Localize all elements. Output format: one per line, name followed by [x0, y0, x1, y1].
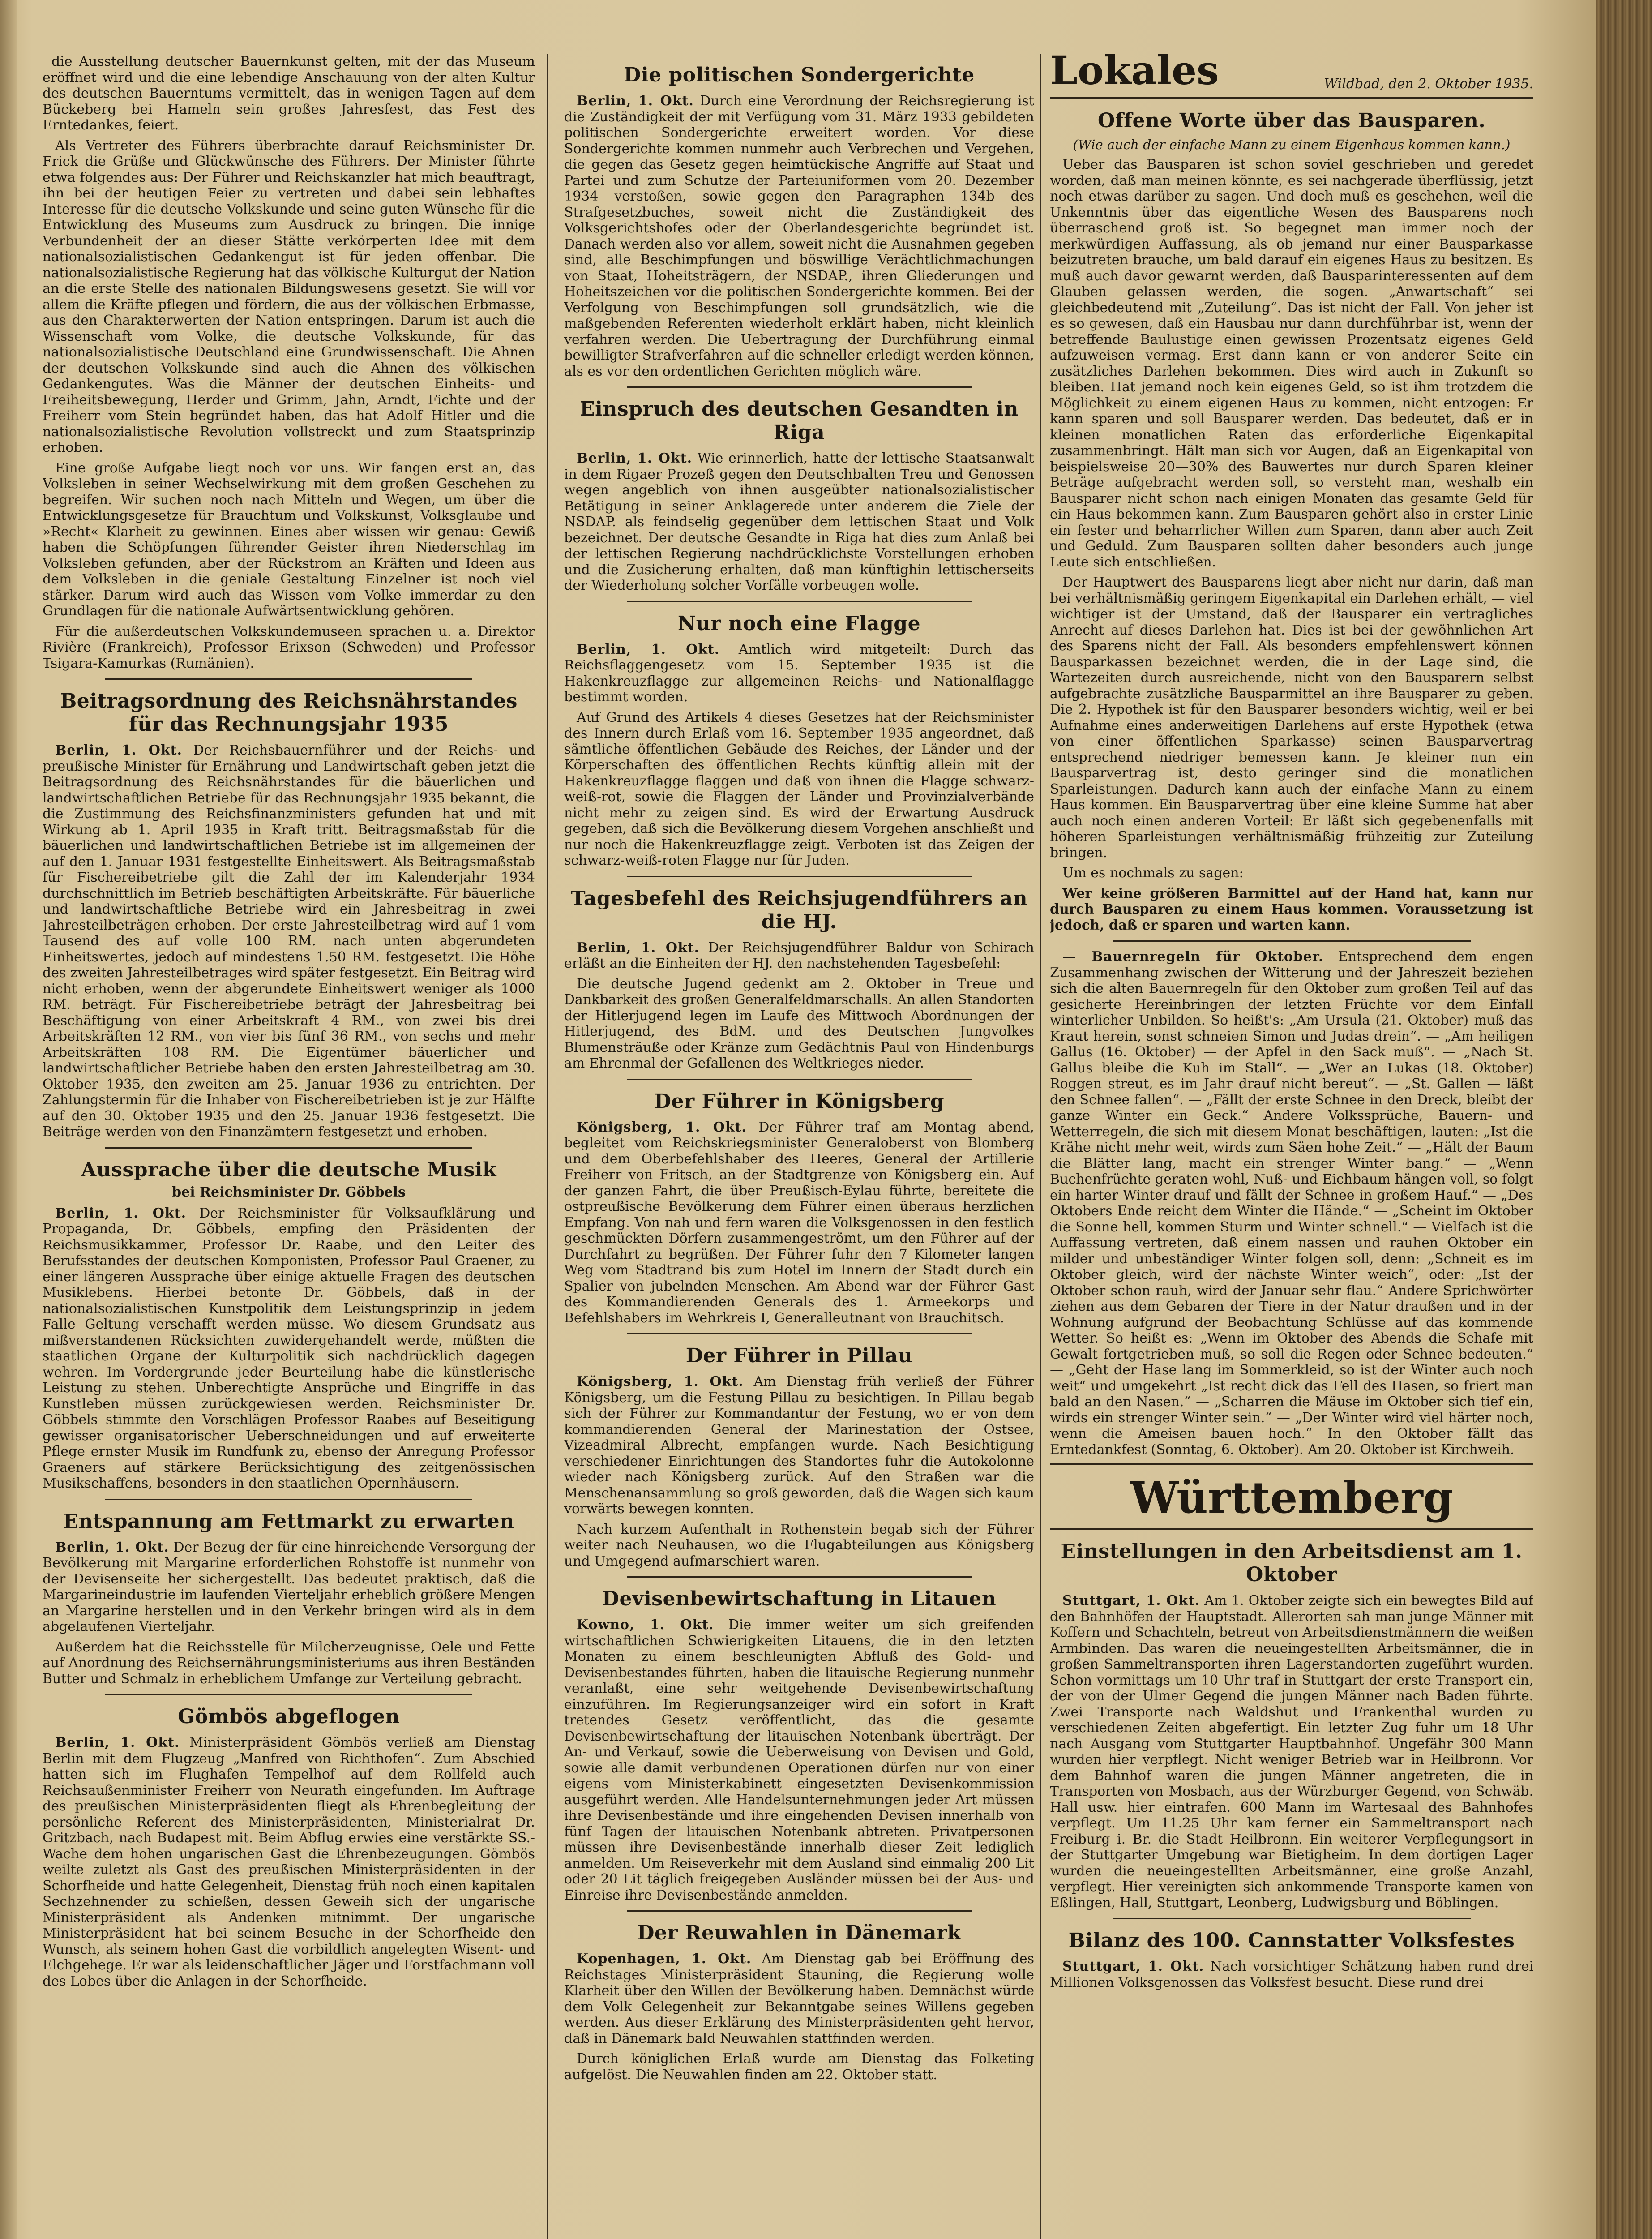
article-paragraph: Die deutsche Jugend gedenkt am 2. Oktober in Treue und Dankbarkeit des großen Generalfeldmarschalls. An allen Standorten der Hitlerjugend legen im Laufe des Mittwoch Abordnungen der Hitlerjugend, des BdM. und des Deutschen Jungvolkes Blumensträuße oder Kränze zum Gedächtnis Paul von Hindenburgs am Ehrenmal der Gefallenen des Weltkrieges nieder. — [564, 976, 1034, 1071]
column-3 — [1050, 54, 1533, 2239]
article-paragraph: Der Hauptwert des Bausparens liegt aber nicht nur darin, daß man bei verhältnismäßig geringem Eigenkapital ein Darlehen erhält, — viel wichtiger ist der Umstand, daß der Bausparer ein vertragliches Anrecht auf dieses Darlehen hat. Dies ist bei der gewöhnlichen Art des Sparens nicht der Fall. Als besonders empfehlenswert können Bausparkassen bezeichnet werden, die in der Lage sind, die Wartezeiten durch ausreichende, nicht von den Bausparern selbst aufgebrachte zusätzliche Bausparmittel an ihre Bausparer zu geben. Die 2. Hypothek ist für den Bausparer besonders wichtig, weil er bei Aufnahme eines anderweitigen Darlehens auf erste Hypothek (etwa von einer öffentlichen Sparkasse) seinen Bausparvertrag entsprechend niedriger bemessen kann. Je kleiner nun ein Bausparvertrag ist, desto geringer sind die monatlichen Sparleistungen. Dadurch kann auch der einfache Mann zu einem Haus kommen. Ein Bausparvertrag über eine kleine Summe hat aber auch noch einen anderen Vorteil: Er läßt sich gegebenenfalls mit höheren Sparleistungen verhältnismäßig frühzeitig zur Zuteilung bringen. — [1050, 575, 1533, 861]
dateline: Königsberg, 1. Okt. — [577, 1374, 744, 1390]
dateline: Berlin, 1. Okt. — [577, 93, 694, 109]
article-headline: Gömbös abgeflogen — [178, 1705, 400, 1728]
article-separator — [627, 386, 972, 388]
dateline: Berlin, 1. Okt. — [55, 1735, 180, 1750]
dateline: Berlin, 1. Okt. — [577, 450, 693, 466]
dateline: Berlin, 1. Okt. — [577, 641, 720, 657]
column-rule-1 — [547, 54, 548, 2239]
place-date: Wildbad, den 2. Oktober 1935. — [1324, 76, 1533, 92]
article-headline: Entspannung am Fettmarkt zu erwarten — [63, 1510, 514, 1533]
intro-paragraph: Als Vertreter des Führers überbrachte darauf Reichsminister Dr. Frick die Grüße und Glückwünsche des Führers. Der Minister führte etwa folgendes aus: Der Führer und Reichskanzler hat mich beauftragt, ihn bei der heutigen Feier zu vertreten und dabei sein lebhaftes Interesse für die deutsche Volkskunde und seine guten Wünsche für die Entwicklung des Museums zum Ausdruck zu bringen. Die innige Verbundenheit der an dieser Stätte verkörperten Idee mit dem nationalsozialistischen Gedankengut ist für jeden offenbar. Die nationalsozialistische Regierung hat das völkische Kulturgut der Nation an die erste Stelle des nationalen Bildungswesens gesetzt. Sie will vor allem die Kräfte pflegen und fördern, die aus der völkischen Erbmasse, aus den Charakterwerten der Nation entspringen. Darum ist auch die Wissenschaft vom Volke, die deutsche Volkskunde, für das nationalsozialistische Deutschland eine Grundwissenschaft. Die Ahnen der deutschen Volkskunde sind auch die Ahnen des völkischen Gedankengutes. Was die Männer der deutschen Einheits- und Freiheitsbewegung, Herder und Grimm, Jahn, Arndt, Fichte und der Freiherr vom Stein begründet haben, das hat Adolf Hitler und die nationalsozialistische Revolution vollstreckt und zum Staatsprinzip erhoben. — [43, 137, 535, 455]
dateline: Stuttgart, 1. Okt. — [1062, 1959, 1204, 1974]
section-rule — [1050, 97, 1533, 99]
article-headline: Offene Worte über das Bausparen. — [1097, 109, 1486, 132]
section-rule — [1050, 1528, 1533, 1530]
book-spine — [1596, 0, 1652, 2239]
article-paragraph: Berlin, 1. Okt. Der Reichsbauernführer und der Reichs- und preußische Minister für Ernährung und Landwirtschaft geben jetzt die Beitragsordnung des Reichsnährstandes für die bäuerlichen und landwirtschaftlichen Betriebe für das Rechnungsjahr 1935 bekannt, die die Zustimmung des Reichsfinanzministers gefunden hat und mit Wirkung ab 1. April 1935 in Kraft tritt. Beitragsmaßstab für die bäuerlichen und landwirtschaftlichen Betriebe ist im allgemeinen der auf den 1. Januar 1931 festgestellte Einheitswert. Als Beitragsmaßstab für Fischereibetriebe gilt die Zahl der im Kalenderjahr 1934 durchschnittlich im Betrieb beschäftigten Arbeitskräfte. Für bäuerliche und landwirtschaftliche Betriebe wird ein Jahresbeitrag in zwei Jahresteilbeträgen erhoben. Der erste Jahresteilbetrag wird auf 1 vom Tausend des auf volle 100 RM. nach unten abgerundeten Einheitswertes, jedoch auf mindestens 1.50 RM. festgesetzt. Die Höhe des zweiten Jahresteilbetrages wird später festgesetzt. Ein Beitrag wird nicht erhoben, wenn der abgerundete Einheitswert weniger als 1000 RM. beträgt. Für Fischereibetriebe beträgt der Jahresbeitrag bei Beschäftigung von einer Arbeitskraft 4 RM., von zwei bis drei Arbeitskräften 12 RM., von vier bis fünf 36 RM., von sechs und mehr Arbeitskräften 108 RM. Die Eigentümer bäuerlicher und landwirtschaftlicher Betriebe haben den ersten Jahresteilbetrag am 30. Oktober 1935, den zweiten am 25. Januar 1936 zu entrichten. Der Zahlungstermin für die Inhaber von Fischereibetrieben ist je zur Hälfte auf den 30. Oktober 1935 und den 25. Januar 1936 festgesetzt. Die Beiträge werden von den Finanzämtern festgesetzt und erhoben. — [43, 742, 535, 1140]
article-headline: Einstellungen in den Arbeitsdienst am 1. Oktober — [1061, 1540, 1523, 1586]
dateline: Berlin, 1. Okt. — [55, 1205, 187, 1221]
article-headline: Nur noch eine Flagge — [677, 612, 921, 635]
article-paragraph: Durch königlichen Erlaß wurde am Dienstag das Folketing aufgelöst. Die Neuwahlen finden am 22. Oktober statt. — [564, 2051, 1034, 2083]
article-paragraph: Auf Grund des Artikels 4 dieses Gesetzes hat der Reichsminister des Innern durch Erlaß vom 16. September 1935 angeordnet, daß sämtliche öffentlichen Gebäude des Reiches, der Länder und der Körperschaften des öffentlichen Rechts künftig allein mit der Hakenkreuzflagge flaggen und daß von ihnen die Flagge schwarz-weiß-rot, sowie die Flaggen der Länder und Provinzialverbände nicht mehr zu zeigen sind. Es wird der Erwartung Ausdruck gegeben, daß sich die Bevölkerung diesem Vorgehen anschließt und nur noch die Hakenkreuzflagge zeigt. Verboten ist das Zeigen der schwarz-weiß-roten Flagge nur für Juden. — [564, 709, 1034, 868]
article-paragraph: Stuttgart, 1. Okt. Nach vorsichtiger Schätzung haben rund drei Millionen Volksgenossen das Volksfest besucht. Diese rund drei — [1050, 1959, 1533, 1990]
article-separator — [105, 1694, 472, 1695]
article-separator — [627, 1079, 972, 1080]
article-paragraph: Berlin, 1. Okt. Der Reichsjugendführer Baldur von Schirach erläßt an die Einheiten der HJ. den nachstehenden Tagesbefehl: — [564, 939, 1034, 971]
article-separator — [105, 1499, 472, 1500]
intro-paragraph: Für die außerdeutschen Volkskundemuseen sprachen u. a. Direktor Rivière (Frankreich), Professor Erixson (Schweden) und Professor Tsigara-Kamurkas (Rumänien). — [43, 623, 535, 671]
column-1 — [43, 54, 535, 2239]
article-paragraph: Stuttgart, 1. Okt. Am 1. Oktober zeigte sich ein bewegtes Bild auf den Bahnhöfen der Hauptstadt. Allerorten sah man junge Männer mit Koffern und Schachteln, betreut von Arbeitsdienstmännern die weißen Armbinden. Das waren die neueingestellten Arbeitsmänner, die in großen Sammeltransporten ihren Lagerstandorten zugeführt wurden. Schon vormittags um 10 Uhr traf in Stuttgart der erste Transport ein, der von der Ulmer Gegend die jungen Männer nach Baden führte. Zwei Transporte nach Waldshut und Frankenthal wurden zu verschiedenen Zeiten abgefertigt. Ein letzter Zug fuhr um 18 Uhr nach Ausgang vom Stuttgarter Hauptbahnhof. Ungefähr 300 Mann wurden hier verpflegt. Nicht weniger Betrieb war in Heilbronn. Vor dem Bahnhof waren die jungen Männer angetreten, die in Transporten von Mosbach, aus der Würzburger Gegend, von Schwäb. Hall usw. hier eintrafen. 600 Mann im Wartesaal des Bahnhofes verpflegt. Um 11.25 Uhr kam ferner ein Sammeltransport nach Freiburg i. Br. die Stadt Heilbronn. Ein weiterer Verpflegungsort in der Stuttgarter Umgebung war Bietigheim. In dem dortigen Lager wurden die neueingestellten Arbeitsmänner, eine große Anzahl, verpflegt. Hier vereinigten sich ankommende Transporte kamen von Eßlingen, Hall, Stuttgart, Leonberg, Ludwigsburg und Böblingen. — [1050, 1593, 1533, 1911]
article-bold-paragraph: Wer keine größeren Barmittel auf der Hand hat, kann nur durch Bausparen zu einem Haus kommen. Voraussetzung ist jedoch, daß er sparen und warten kann. — [1050, 885, 1533, 933]
article-headline: Einspruch des deutschen Gesandten in Riga — [580, 398, 1019, 444]
dateline: Berlin, 1. Okt. — [577, 939, 700, 956]
article-paragraph: Berlin, 1. Okt. Der Reichsminister für Volksaufklärung und Propaganda, Dr. Göbbels, empfing den Präsidenten der Reichsmusikkammer, Professor Dr. Raabe, und den Leiter des Berufsstandes der deutschen Komponisten, Professor Paul Graener, zu einer längeren Aussprache über einige aktuelle Fragen des deutschen Musiklebens. Hierbei betonte Dr. Göbbels, daß in der nationalsozialistischen Kunstpolitik dem Leistungsprinzip in jedem Falle Geltung verschafft werden müsse. Wo diesem Grundsatz aus mißverstandenen Rücksichten zuwidergehandelt werde, müßten die staatlichen Organe der Kulturpolitik sich nachdrücklich dagegen wehren. Im Vordergrunde jeder Beurteilung habe die künstlerische Leistung zu stehen. Unberechtigte Ansprüche und Eingriffe in das Kunstleben müssen zurückgewiesen werden. Reichsminister Dr. Göbbels stimmte den Vorschlägen Professor Raabes auf Beseitigung gewisser organisatorischer Ueberschneidungen und auf erweiterte Pflege ernster Musik im Rundfunk zu, ebenso der Anregung Professor Graeners auf stärkere Berücksichtigung des zeitgenössischen Musikschaffens, besonders in den staatlichen Opernhäusern. — [43, 1205, 535, 1491]
article-separator — [627, 876, 972, 877]
article-paragraph: Kowno, 1. Okt. Die immer weiter um sich greifenden wirtschaftlichen Schwierigkeiten Litauens, die in den letzten Monaten zu einem beschleunigten Abfluß des Gold- und Devisenbestandes führten, haben die litauische Regierung nunmehr veranlaßt, eine sehr weitgehende Devisenbewirtschaftung einzuführen. Im Regierungsanzeiger wird ein sofort in Kraft tretendes Gesetz veröffentlicht, das die gesamte Devisenbewirtschaftung der litauischen Notenbank überträgt. Der An- und Verkauf, sowie die Ueberweisung von Devisen und Gold, sowie alle damit verbundenen Operationen dürfen nur von einer eigens vom Ministerkabinett eingesetzten Devisenkommission ausgeführt werden. Alle Handelsunternehmungen jeder Art müssen ihre Devisenbestände und ihre eingehenden Devisen innerhalb von fünf Tagen der litauischen Notenbank abtreten. Privatpersonen müssen ihre Devisenbestände innerhalb dieser Zeit lediglich anmelden. Um Reiseverkehr mit dem Ausland sind einmalig 200 Lit oder 20 Lit täglich freigegeben Ausländer müssen bei der Aus- und Einreise ihre Devisenbestände anmelden. — [564, 1617, 1034, 1903]
article-paragraph: Berlin, 1. Okt. Durch eine Verordnung der Reichsregierung ist die Zuständigkeit der mit Verfügung vom 31. März 1933 gebildeten politischen Sondergerichte erweitert worden. Vor diese Sondergerichte kommen nunmehr auch Verbrechen und Vergehen, die gegen das Gesetz gegen heimtückische Angriffe auf Staat und Partei und zum Schutze der Parteiuniformen vom 20. Dezember 1934 verstoßen, sowie gegen den Paragraphen 134b des Strafgesetzbuches, soweit nicht die Zuständigkeit des Volksgerichtshofes oder der Oberlandesgerichte begründet ist. Danach werden also vor allem, soweit nicht die Ausnahmen gegeben sind, alle Beschimpfungen und böswillige Verächtlichmachungen von Staat, Hoheitsträgern, der NSDAP., ihren Gliederungen und Hoheitszeichen vor die politischen Sondergerichte kommen. Bei der Verfolgung von Beschimpfungen soll grundsätzlich, wie die maßgebenden Referenten wiederholt erklärt haben, nicht kleinlich verfahren werden. Die Uebertragung der Durchführung einmal bewilligter Strafverfahren auf die schneller erledigt werden können, als es vor den ordentlichen Gerichten möglich wäre. — [564, 93, 1034, 379]
section-title-lokales: Lokales — [1050, 54, 1219, 94]
article-headline: Der Führer in Pillau — [685, 1344, 913, 1367]
article-headline: Aussprache über die deutsche Musik — [81, 1158, 496, 1181]
article-subheadline: (Wie auch der einfache Mann zu einem Eigenhaus kommen kann.) — [1073, 137, 1511, 152]
article-paragraph: Außerdem hat die Reichsstelle für Milcherzeugnisse, Oele und Fette auf Anordnung des Reichsernährungsministeriums aus ihren Beständen Butter und Schmalz in erheblichem Umfange zur Verteilung gebracht. — [43, 1639, 535, 1687]
article-paragraph: Berlin, 1. Okt. Amtlich wird mitgeteilt: Durch das Reichsflaggengesetz vom 15. September 1935 ist die Hakenkreuzflagge zur allgemeinen Reichs- und Nationalflagge bestimmt worden. — [564, 641, 1034, 705]
dateline: Berlin, 1. Okt. — [55, 1539, 169, 1555]
dateline: Kowno, 1. Okt. — [577, 1617, 714, 1633]
article-paragraph: Nach kurzem Aufenthalt in Rothenstein begab sich der Führer weiter nach Neuhausen, wo die Flugabteilungen aus Königsberg und Umgegend aufmarschiert waren. — [564, 1521, 1034, 1569]
article-paragraph: Berlin, 1. Okt. Ministerpräsident Gömbös verließ am Dienstag Berlin mit dem Flugzeug „Manfred von Richthofen“. Zum Abschied hatten sich im Flughafen Tempelhof auf dem Rollfeld auch Reichsaußenminister Freiherr von Neurath eingefunden. Im Auftrage des preußischen Ministerpräsidenten fliegt als Ehrenbegleitung der persönliche Referent des Ministerpräsidenten, Ministerialrat Dr. Gritzbach, nach Budapest mit. Beim Abflug erwies eine verstärkte SS.-Wache dem hohen ungarischen Gast die Ehrenbezeugungen. Gömbös weilte zuletzt als Gast des preußischen Ministerpräsidenten in der Schorfheide und hatte Gelegenheit, Dienstag früh noch einen kapitalen Sechzehnender zu schießen, dessen Geweih sich der ungarische Ministerpräsident als Andenken mitnimmt. Der ungarische Ministerpräsident hat bei seinem Besuche in der Schorfheide den Wunsch, als seinem hohen Gast die vorbildlich angelegten Wisent- und Elchgehege. Er war als leidenschaftlicher Jäger und Forstfachmann voll des Lobes über die Anlagen in der Schorfheide. — [43, 1735, 535, 1989]
dateline: Kopenhagen, 1. Okt. — [577, 1951, 752, 1967]
article-headline: Tagesbefehl des Reichsjugendführers an die HJ. — [570, 887, 1028, 933]
article-separator — [627, 1910, 972, 1912]
article-headline: Die politischen Sondergerichte — [624, 64, 975, 86]
article-separator — [627, 1333, 972, 1334]
article-headline: Der Führer in Königsberg — [654, 1089, 945, 1113]
article-separator — [627, 1576, 972, 1578]
article-headline: Beitragsordnung des Reichsnährstandes für das Rechnungsjahr 1935 — [60, 690, 518, 736]
article-paragraph: Berlin, 1. Okt. Der Bezug der für eine hinreichende Versorgung der Bevölkerung mit Margarine erforderlichen Rohstoffe ist nunmehr von der Devisenseite her sichergestellt. Das bedeutet praktisch, daß die Margarineindustrie im laufenden Vierteljahr erheblich größere Mengen an Margarine herstellen und in den Verkehr bringen wird als in dem abgelaufenen Vierteljahr. — [43, 1539, 535, 1634]
article-separator — [627, 601, 972, 602]
article-subheadline: bei Reichsminister Dr. Göbbels — [172, 1184, 406, 1200]
section-rule — [1050, 1463, 1533, 1465]
article-paragraph: Königsberg, 1. Okt. Am Dienstag früh verließ der Führer Königsberg, um die Festung Pillau zu besichtigen. In Pillau begab sich der Führer zur Kommandantur der Festung, wo er von dem kommandierenden General der Marinestation der Ostsee, Vizeadmiral Albrecht, empfangen wurde. Nach Besichtigung verschiedener Einrichtungen des Standortes fuhr die Autokolonne wieder nach Königsberg zurück. Auf den Straßen war die Menschenansammlung so groß geworden, daß die Wagen sich kaum vorwärts bewegen konnten. — [564, 1374, 1034, 1517]
article-headline: Bilanz des 100. Cannstatter Volksfestes — [1068, 1929, 1515, 1952]
article-headline: Devisenbewirtschaftung in Litauen — [602, 1587, 997, 1610]
dateline: Stuttgart, 1. Okt. — [1062, 1593, 1200, 1608]
column-2 — [564, 54, 1034, 2239]
dateline: Berlin, 1. Okt. — [55, 742, 182, 758]
article-paragraph: Königsberg, 1. Okt. Der Führer traf am Montag abend, begleitet vom Reichskriegsminister Generaloberst von Blomberg und dem Oberbefehlshaber des Heeres, General der Artillerie Freiherr von Fritsch, an der Stadtgrenze von Königsberg ein. Auf der ganzen Fahrt, die über Preußisch-Eylau führte, bereitete die ostpreußische Bevölkerung dem Führer einen überaus herzlichen Empfang. Von nah und fern waren die Volksgenossen in den festlich geschmückten Dörfern zusammengeströmt, um den Führer auf der Durchfahrt zu begrüßen. Der Führer fuhr den 7 Kilometer langen Weg vom Stadtrand bis zum Hotel im Innern der Stadt durch ein Spalier von jubelnden Menschen. Am Abend war der Führer Gast des Kommandierenden Generals des 1. Armeekorps und Befehlshabers im Wehrkreis I, Generalleutnant von Brauchitsch. — [564, 1119, 1034, 1326]
article-headline: Der Reuwahlen in Dänemark — [637, 1922, 961, 1944]
article-paragraph: Berlin, 1. Okt. Wie erinnerlich, hatte der lettische Staatsanwalt in dem Rigaer Prozeß gegen den Deutschbalten Treu und Genossen wegen angeblich von ihnen ausgeübter nationalsozialistischer Betätigung in seiner Anklagerede unter anderem die Ziele der NSDAP. als feindselig gegenüber dem lettischen Staat und Volk bezeichnet. Der deutsche Gesandte in Riga hat dies zum Anlaß bei der lettischen Regierung nachdrücklichste Vorstellungen erhoben und die Zusicherung erhalten, daß man künftighin lettischerseits der Wiederholung solcher Vorfälle vorbeugen wolle. — [564, 450, 1034, 593]
article-separator — [105, 678, 472, 680]
article-lead: — Bauernregeln für Oktober. — [1062, 949, 1324, 965]
dateline: Königsberg, 1. Okt. — [577, 1119, 747, 1135]
article-paragraph: Ueber das Bausparen ist schon soviel geschrieben und geredet worden, daß man meinen könnte, es sei nachgerade überflüssig, jetzt noch etwas darüber zu sagen. Und doch muß es geschehen, weil die Unkenntnis über das eigentliche Wesen des Bausparens noch überraschend groß ist. So begegnet man immer noch der merkwürdigen Auffassung, als ob jemand nur einer Bausparkasse beizutreten brauche, um bald darauf ein eigenes Haus zu besitzen. Es muß auch davor gewarnt werden, daß Bausparinteressenten auf dem Glauben gelassen werden, die sogen. „Anwartschaft“ sei gleichbedeutend mit „Zuteilung“. Das ist nicht der Fall. Von jeher ist es so gewesen, daß ein Hausbau nur dann durchführbar ist, wenn der betreffende Baulustige einen gewissen Prozentsatz eigenes Geld aufzuweisen vermag. Erst dann kann er von anderer Seite ein zusätzliches Darlehen bekommen. Dies wird auch in Zukunft so bleiben. Hat jemand noch kein eigenes Geld, so ist ihm trotzdem die Möglichkeit zu einem eigenen Haus zu kommen, nicht entzogen: Er kann sparen und soll Bausparer werden. Das bedeutet, daß er in kleinen monatlichen Raten das erforderliche Eigenkapital zusammenbringt. Hält man sich vor Augen, daß an Eigenkapital von beispielsweise 20—30% des Bauwertes nur durch Sparen kleiner Beträge aufgebracht werden soll, so versteht man, weshalb ein Bausparer nicht schon nach einigen Monaten das gesamte Geld für ein Haus bekommen kann. Zum Bausparen gehört also in erster Linie ein fester und beharrlicher Willen zum Sparen, dann aber auch Zeit und Geduld. Zum Bausparen sollten daher besonders auch junge Leute sich entschließen. — [1050, 157, 1533, 570]
page-left-edge — [0, 0, 17, 2239]
intro-paragraph: die Ausstellung deutscher Bauernkunst gelten, mit der das Museum eröffnet wird und die eine lebendige Anschauung von der alten Kultur des deutschen Bauerntums vermittelt, das in wenigen Tagen auf dem Bückeberg bei Hameln sein großes Jahresfest, das Fest des Erntedankes, feiert. — [43, 54, 535, 133]
article-paragraph: Kopenhagen, 1. Okt. Am Dienstag gab bei Eröffnung des Reichstages Ministerpräsident Stauning, die Regierung wolle Klarheit über den Willen der Bevölkerung haben. Demnächst würde dem Volk Gelegenheit zur Bekanntgabe seines Willens gegeben werden. Aus dieser Erklärung des Ministerpräsidenten geht hervor, daß in Dänemark bald Neuwahlen stattfinden werden. — [564, 1951, 1034, 2046]
article-separator — [1113, 940, 1471, 942]
article-paragraph: Um es nochmals zu sagen: — [1062, 865, 1244, 881]
article-separator — [105, 1147, 472, 1149]
article-separator — [1113, 1918, 1471, 1919]
section-title-wuerttemberg: Württemberg — [1130, 1472, 1453, 1523]
intro-paragraph: Eine große Aufgabe liegt noch vor uns. Wir fangen erst an, das Volksleben in seiner Wechselwirkung mit dem großen Geschehen zu begreifen. Wir suchen noch nach Mitteln und Wegen, um über die Entwicklungsgesetze für Brauchtum und Volkskunst, Volksglaube und »Recht« Klarheit zu gewinnen. Eines aber wissen wir genau: Gewiß haben die Schöpfungen führender Geister ihren Niederschlag im Volksleben gefunden, aber der Rückstrom an Kräften und Ideen aus dem Volksleben in die geniale Gestaltung Einzelner ist noch viel stärker. Darum wird auch das Wissen vom Volke immerdar zu den Grundlagen für die nationale Aufwärtsentwicklung gehören. — [43, 460, 535, 619]
column-rule-2 — [1040, 54, 1041, 2239]
article-paragraph: — Bauernregeln für Oktober. Entsprechend dem engen Zusammenhang zwischen der Witterung und der Jahreszeit beziehen sich die alten Bauernregeln für den Oktober zum großen Teil auf das gesicherte Hereinbringen der letzten Früchte vor dem Einfall winterlicher Unbilden. So heißt's: „Am Ursula (21. Oktober) muß das Kraut herein, sonst schneien Simon und Judas drein“. — „Am heiligen Gallus (16. Oktober) — der Apfel in den Sack muß“. — „Nach St. Gallus bleibe die Kuh im Stall“. — „Wer an Lukas (18. Oktober) Roggen streut, es im Jahr drauf nicht bereut“. — „St. Gallen — läßt den Schnee fallen“. — „Fällt der erste Schnee in den Dreck, bleibt der ganze Winter ein Geck.“ Andere Volkssprüche, Bauern- und Wetterregeln, die sich mit diesem Monat beschäftigen, lauten: „Ist die Krähe nicht mehr weit, wirds zum Säen hohe Zeit.“ — „Hält der Baum die Blätter lang, macht ein strenger Winter bang.“ — „Wenn Buchenfrüchte geraten wohl, Nuß- und Eichbaum hängen voll, so folgt ein harter Winter drauf und fällt der Schnee in großem Hauf.“ — „Des Oktobers Ende reicht dem Winter die Hände.“ — „Scheint im Oktober die Sonne hell, kommen Sturm und Winter schnell.“ — Vielfach ist die Auffassung vertreten, daß einem nassen und rauhen Oktober ein milder und unbeständiger Winter folgen soll, denn: „Schneit es im Oktober gleich, wird der nächste Winter weich“, oder: „Ist der Oktober schon rauh, wird der Januar sehr flau.“ Andere Sprichwörter ziehen aus dem Gebaren der Tiere in der Natur draußen und in der Wohnung aufgrund der Beobachtung Schlüsse auf das kommende Wetter. So heißt es: „Wenn im Oktober des Abends die Schafe mit Gewalt fortgetrieben muß, so soll die Regen oder Schnee bedeuten.“ — „Geht der Hase lang im Sommerkleid, so ist der Winter auch noch weit“ und umgekehrt „Ist recht dick das Fell des Hasen, so friert man bald an den Nasen.“ — „Scharren die Mäuse im Oktober sich tief ein, wirds ein strenger Winter sein.“ — „Der Winter wird viel härter noch, wenn die Ameisen bauen hoch.“ In den Oktober fällt das Erntedankfest (Sonntag, 6. Oktober). Am 20. Oktober ist Kirchweih. — [1050, 949, 1533, 1458]
